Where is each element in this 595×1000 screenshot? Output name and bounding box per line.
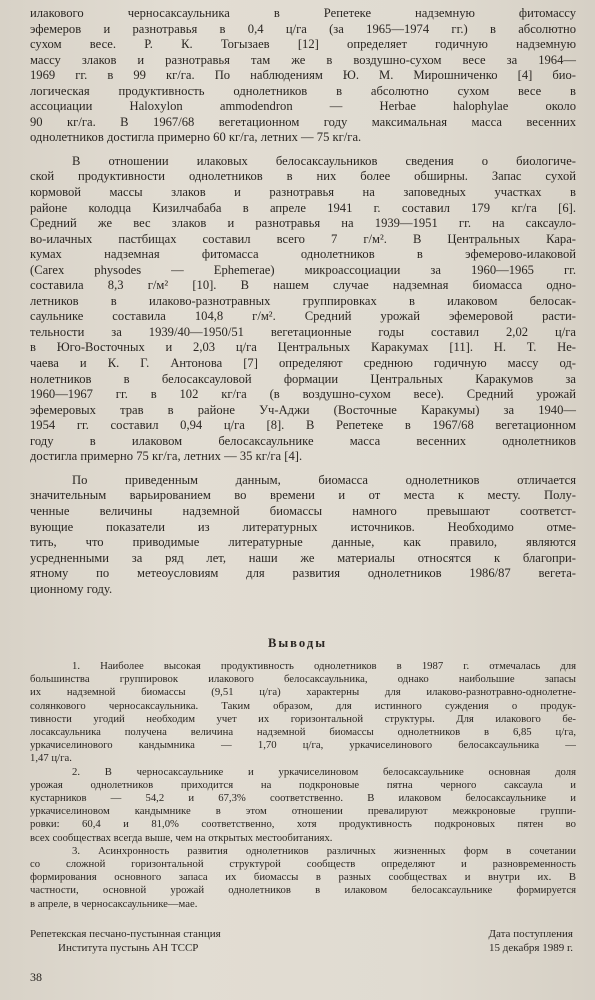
text-line: 90 кг/га. В 1967/68 вегетационном году максимальная масса весенних: [30, 114, 576, 129]
conclusion-2: [30, 766, 576, 845]
text-line: массу злаков и разнотравья там же в воздушно-сухом весе за 1964—: [30, 52, 576, 67]
text-line: ской продуктивности однолетников в них более обширны. Запас сухой: [30, 169, 576, 184]
text-line: 3. Асинхронность развития однолетников различных жизненных форм в сочетании: [72, 844, 576, 857]
body-text: [30, 6, 576, 597]
text-line: саульнике составила 104,8 г/м². Средний урожай эфемеровой расти-: [30, 309, 576, 324]
text-line: урожая однолетников приходится на подкроновые пятна черного саксаула и: [30, 778, 576, 791]
paragraph-1: [30, 6, 576, 146]
text-line: тивности угодий необходим учет их горизонтальной структуры. Для илакового бе-: [30, 712, 576, 725]
text-line: чаева и К. Г. Антонова [7] определяют среднюю годичную массу од-: [30, 356, 576, 371]
text-line: уркачиселиновом кандымнике в этом отношении превалируют межкроновые группи-: [30, 805, 576, 818]
text-line: 1,47 ц/га.: [30, 752, 72, 765]
text-line: нолетников в белосаксауловой формации Центральных Каракумов за: [30, 371, 576, 386]
received-date-block: [489, 928, 573, 955]
affiliation-line-2: Института пустынь АН ТССР: [58, 941, 199, 954]
text-line: логическая продуктивность однолетников в абсолютно сухом весе в: [30, 83, 576, 98]
text-line: 1960—1967 гг. в 102 кг/га (в воздушно-сухом весе). Средний урожай: [30, 387, 576, 402]
text-line: составила 8,3 г/м² [10]. В нашем случае надземная биомасса однo-: [30, 278, 576, 293]
conclusion-1: [30, 660, 576, 766]
text-line: достигла примерно 75 кг/га, летних — 35 кг/га [4].: [30, 449, 303, 464]
text-line: Средний же вес злаков и разнотравья на 1939—1951 гг. на саксауло-: [30, 216, 576, 231]
paragraph-3: [30, 473, 576, 597]
text-line: кустарников — 54,2 и 67,3% соответственно. В илаковом белосаксаульнике и: [30, 792, 576, 805]
text-line: сухом весе. Р. К. Тогызаев [12] определяет годичную надземную: [30, 37, 576, 52]
text-line: со сложной горизонтальной структурой сообществ определяют и разновременность: [30, 858, 576, 871]
text-line: 1954 гг. составил 0,94 ц/га [8]. В Репетеке в 1967/68 вегетационном: [30, 418, 576, 433]
text-line: их надземной биомассы (9,51 ц/га) характерны для илаково-разнотравно-однолетне-: [30, 686, 576, 699]
section-heading-conclusions: Выводы: [267, 636, 328, 650]
text-line: илакового черносаксаульника в Репетеке надземную фитомассу: [30, 6, 576, 20]
text-line: кормовой массы злаков и разнотравья на заповедных участках в: [30, 185, 576, 200]
text-line: в апреле, в черносаксаульнике—мае.: [30, 897, 198, 910]
received-date: 15 декабря 1989 г.: [489, 941, 573, 954]
text-line: во-илачных пастбищах составил всего 7 г/м². В Центральных Кара-: [30, 231, 576, 246]
text-line: В отношении илаковых белосаксаульников сведения о биологиче-: [72, 153, 576, 168]
text-line: ционному году.: [30, 581, 113, 596]
text-line: усредненными за ряд лет, наши же материалы относятся к благопри-: [30, 550, 576, 565]
text-line: эфемеров и разнотравья в 0,4 ц/га (за 1965—1974 гг.) в абсолютно: [30, 21, 576, 36]
text-line: лосаксаульника получена величина надземной биомассы однолетников в 6,85 ц/га,: [30, 726, 576, 739]
text-line: году в илаковом белосаксаульнике масса весенних однолетников: [30, 433, 576, 448]
text-line: ятному по метеоусловиям для развития однолетников 1986/87 вегета-: [30, 566, 576, 581]
text-line: формирования основного запаса их биомассы в разных сообществах и внутри их. В: [30, 871, 576, 884]
text-line: тить, что приводимые литературные данные, как правило, являются: [30, 535, 576, 550]
text-line: ассоциации Haloxylon ammodendron — Herbae halophylae около: [30, 99, 576, 114]
text-line: вующие показатели из литературных источников. Необходимо отме-: [30, 519, 576, 534]
received-label: Дата поступления: [488, 928, 573, 940]
page-number: 38: [30, 970, 42, 984]
conclusion-3: [30, 845, 576, 911]
text-line: 2. В черносаксаульнике и уркачиселиновом белосаксаульнике основная доля: [72, 765, 576, 778]
text-line: тельности за 1939/40—1950/51 вегетационные годы составил 2,02 ц/га: [30, 324, 576, 339]
author-affiliation: [30, 928, 221, 955]
text-line: (Carex physodes — Ephemerae) микроассоциации за 1960—1965 гг.: [30, 262, 576, 277]
text-line: большинства группировок илакового белосаксаульника, однако наибольшие запасы: [30, 673, 576, 686]
text-line: 1969 гг. в 99 кг/га. По наблюдениям Ю. М. Мирошниченко [4] био-: [30, 68, 576, 83]
text-line: всех сообществах всегда выше, чем на открытых местообитаниях.: [30, 831, 333, 844]
text-line: эфемеровых трав в районе Уч-Аджи (Восточные Каракумы) за 1940—: [30, 402, 576, 417]
text-line: однолетников достигла примерно 60 кг/га, летних — 75 кг/га.: [30, 130, 362, 145]
text-line: значительным варьированием во времени и от места к месту. Полу-: [30, 488, 576, 503]
text-line: ровки: 60,4 и 81,0% соответственно, хотя продуктивность подкроновых пятен во: [30, 818, 576, 831]
paragraph-2: [30, 154, 576, 465]
affiliation-line-1: Репетекская песчано-пустынная станция: [30, 928, 221, 940]
text-line: ченные величины надземной биомассы намного превышают соответст-: [30, 503, 576, 518]
text-line: в Юго-Восточных и 2,03 ц/га Центральных Каракумах [11]. Н. Т. Не-: [30, 340, 576, 355]
text-line: районе колодца Кизилчабаба в апреле 1941 г. составил 179 кг/га [6].: [30, 200, 576, 215]
text-line: солянкового черносаксаульника. Таким образом, для истинного суждения о продук-: [30, 699, 576, 712]
text-line: частности, основной урожай однолетников в илаковом белосаксаульнике формируется: [30, 884, 576, 897]
text-line: уркачиселинового кандымника — 1,70 ц/га, уркачиселинового белосаксаульника —: [30, 739, 576, 752]
text-line: 1. Наиболее высокая продуктивность однолетников в 1987 г. отмечалась для: [72, 660, 576, 672]
text-line: кумах надземная фитомасса однолетников в эфемерово-илаковой: [30, 247, 576, 262]
text-line: По приведенным данным, биомасса однолетников отличается: [72, 472, 576, 487]
conclusions-list: [30, 660, 576, 911]
text-line: летников в илаково-разнотравных группировках в илаковом белосак-: [30, 293, 576, 308]
